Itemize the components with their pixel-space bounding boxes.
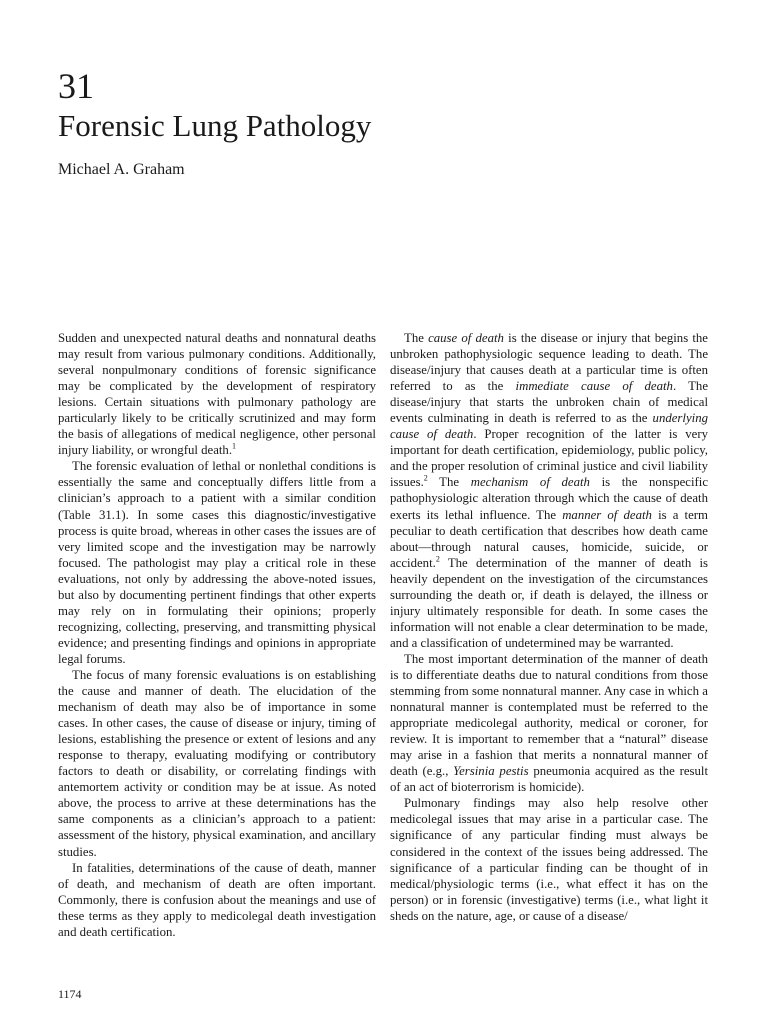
paragraph-text: In fatalities, determinations of the cause of death, manner of death, and mechanism of death are often important. Commonly, there is confusion about the meanings and use of these terms as they apply to medicolegal death investigation and death certification. (58, 860, 376, 939)
page-number: 1174 (58, 987, 82, 1001)
italic-term: manner of death (562, 507, 652, 522)
body-paragraph (58, 860, 376, 940)
chapter-author: Michael A. Graham (58, 161, 185, 178)
paragraph-text: is the disease or injury that begins the unbroken pathophysiologic sequence leading to death. The disease/injury that causes death at a particular time is often referred to as the (390, 331, 708, 394)
italic-term: underlying cause of death (390, 411, 708, 442)
paragraph-text: pneumonia acquired as the result of an act of bioterrorism is homicide). (390, 764, 708, 795)
citation-superscript: 1 (232, 442, 237, 452)
paragraph-text: The most important determination of the manner of death is to differentiate deaths due to natural conditions from those stemming from some nonnatural manner. Any case in which a nonnatural manner is contemplated must be referred to the appropriate medicolegal authority, medical or coroner, for review. It is important to remember that a “natural” disease may arise in a fashion that merits a nonnatural manner of death (e.g., (390, 651, 708, 779)
body-paragraph (390, 651, 708, 795)
paragraph-text: The (427, 475, 471, 490)
body-paragraph (58, 458, 376, 667)
italic-term: Yersinia pestis (453, 764, 529, 779)
italic-term: cause of death (428, 331, 504, 345)
body-column-left (58, 330, 376, 940)
paragraph-text: The forensic evaluation of lethal or nonlethal conditions is essentially the same and conceptually differs little from a clinician’s approach to a patient with a similar condition (Table 31.1). In some cases this diagnostic/investigative process is quite broad, whereas in other cases the issues are of very limited scope and the investigation may be narrowly focused. The pathologist may play a critical role in these evaluations, not only by addressing the above-noted issues, but also by documenting pertinent findings that other experts may rely on in formulating their opinions; properly recognizing, collecting, preserving, and transmitting physical evidence; and presenting findings and opinions in appropriate legal forums. (58, 459, 376, 666)
chapter-number: 31 (58, 66, 94, 106)
body-paragraph (58, 330, 376, 458)
paragraph-text: The focus of many forensic evaluations is on establishing the cause and manner of death. The elucidation of the mechanism of death may also be of importance in some cases. In other cases, the cause of disease or injury, timing of lesions, establishing the presence or extent of lesions and any response to therapy, evaluating modifying or contributory factors to death or disability, or correlating findings with antemortem activity or condition may be at issue. As noted above, the process to arrive at these determinations has the same components as a clinician’s approach to a patient: assessment of the history, physical examination, and ancillary studies. (58, 667, 376, 859)
paragraph-text: Sudden and unexpected natural deaths and nonnatural deaths may result from various pulmonary conditions. Additionally, several nonpulmonary conditions of forensic significance may be complicated by the development of respiratory lesions. Certain situations with pulmonary pathology are particularly likely to be critically scrutinized and may form the basis of allegations of medical negligence, other personal injury liability, or wrongful death. (58, 331, 376, 458)
paragraph-text: The determination of the manner of death is heavily dependent on the investigation of the circumstances surrounding the death or, if death is delayed, the illness or injury ultimately responsible for death. In some cases the information will not enable a clear determination to be made, and a classification of undetermined may be warranted. (390, 555, 708, 650)
citation-superscript: 2 (423, 474, 428, 484)
paragraph-text: . Proper recognition of the latter is very important for death certification, epidemiology, public policy, and the proper resolution of criminal justice and civil liability issues. (390, 427, 708, 490)
citation-superscript: 2 (435, 554, 440, 564)
body-paragraph (390, 795, 708, 923)
paragraph-text: is the nonspecific pathophysiologic alteration through which the cause of death exerts its lethal influence. The (390, 475, 709, 522)
body-column-right (390, 330, 708, 924)
italic-term: mechanism of death (470, 475, 590, 490)
italic-term: immediate cause of death (515, 379, 673, 394)
body-paragraph (390, 330, 708, 651)
chapter-title: Forensic Lung Pathology (58, 108, 372, 143)
paragraph-text: Pulmonary findings may also help resolve other medicolegal issues that may arise in a particular case. The significance of any particular finding must always be considered in the context of the issues being addressed. The significance of a particular finding can be thought of in medical/physiologic terms (i.e., what effect it has on the person) or in forensic (investigative) terms (i.e., what light it sheds on the nature, age, or cause of a disease/ (390, 796, 708, 923)
paragraph-text: The (404, 331, 429, 345)
paragraph-text: is a term peculiar to death certification that describes how death came about—through natural causes, homicide, suicide, or accident. (390, 507, 708, 570)
paragraph-text: . The disease/injury that starts the unbroken chain of medical events culminating in death is referred to as the (390, 379, 708, 426)
body-paragraph (58, 667, 376, 860)
